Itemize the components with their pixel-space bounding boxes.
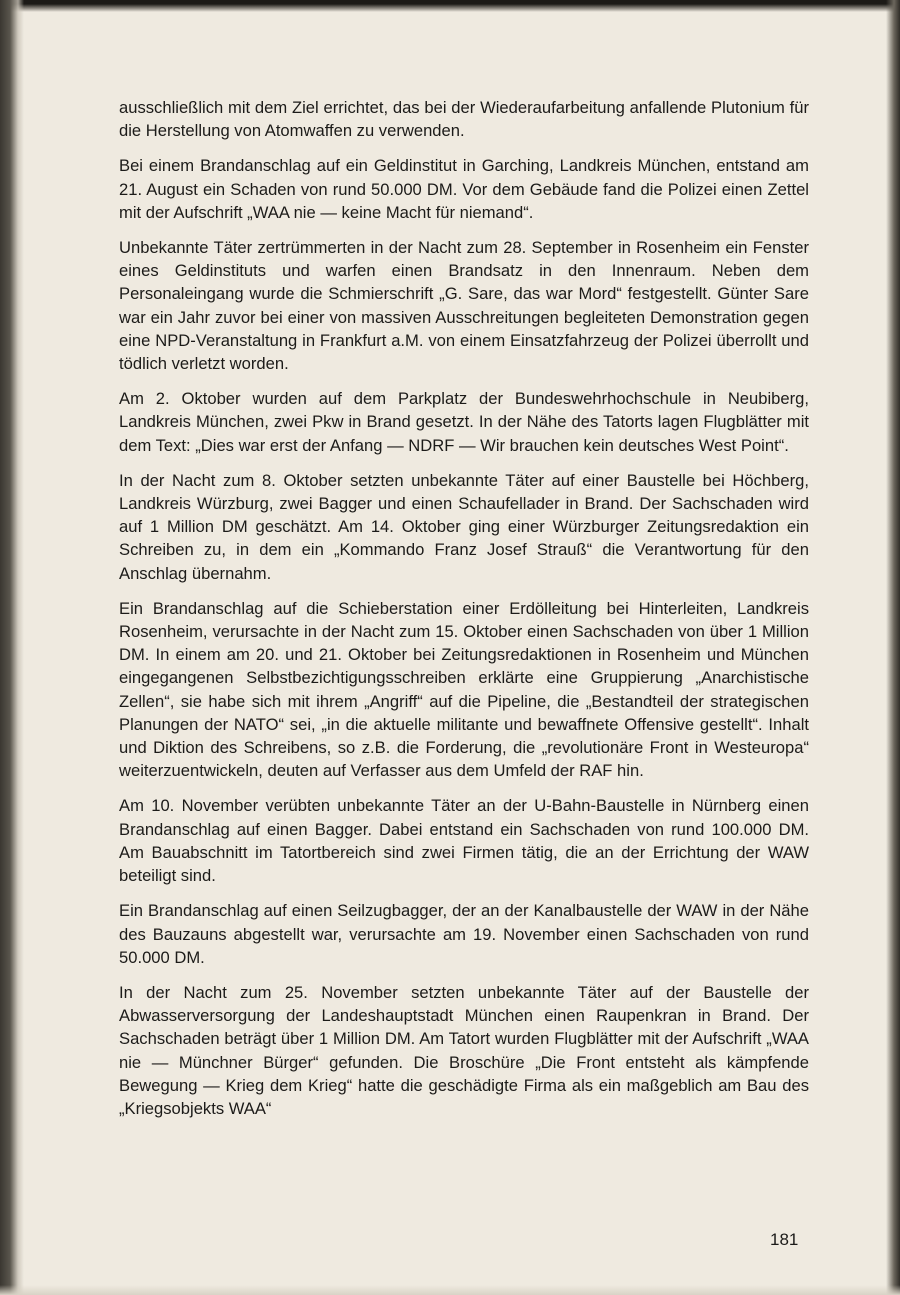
paragraph: Ein Brandanschlag auf einen Seilzugbagger, der an der Kanalbaustelle der WAW in der Nähe des Bauzauns abgestellt war, verursachte am 19. November einen Sachschaden von rund 50.000 DM.: [119, 901, 809, 967]
paragraph: Bei einem Brandanschlag auf ein Geldinstitut in Garching, Landkreis München, entstand am 21. August ein Schaden von rund 50.000 DM. Vor dem Gebäude fand die Polizei einen Zettel mit der Aufschrift „WAA nie — keine Macht für niemand“.: [119, 156, 809, 222]
paragraph: Am 2. Oktober wurden auf dem Parkplatz der Bundeswehrhochschule in Neubiberg, Landkreis München, zwei Pkw in Brand gesetzt. In der Nähe des Tatorts lagen Flugblätter mit dem Text: „Dies war erst der Anfang — NDRF — Wir brauchen kein deutsches West Point“.: [119, 389, 809, 455]
scan-edge-left: [0, 0, 24, 1295]
page-number: 181: [770, 1230, 799, 1249]
scan-edge-top: [0, 0, 900, 12]
paragraph: ausschließlich mit dem Ziel errichtet, das bei der Wiederaufarbeitung anfallende Plutonium für die Herstellung von Atomwaffen zu verwenden.: [119, 98, 809, 141]
paragraph: Ein Brandanschlag auf die Schieberstation einer Erdölleitung bei Hinterleiten, Landkreis Rosenheim, verursachte in der Nacht zum 15. Oktober einen Sachschaden von über 1 Million DM. In einem am 20. und 21. Oktober bei Zeitungsredaktionen in Rosenheim und München eingegangenen Selbstbezichtigungsschreiben erklärte eine Gruppierung „Anarchistische Zellen“, sie habe sich mit ihrem „Angriff“ auf die Pipeline, die „Bestandteil der strategischen Planungen der NATO“ sei, „in die aktuelle militante und bewaffnete Offensive gestellt“. Inhalt und Diktion des Schreibens, so z.B. die Forderung, die „revolutionäre Front in Westeuropa“ weiterzuentwickeln, deuten auf Verfasser aus dem Umfeld der RAF hin.: [119, 598, 809, 781]
paragraph: Am 10. November verübten unbekannte Täter an der U-Bahn-Baustelle in Nürnberg einen Brandanschlag auf einen Bagger. Dabei entstand ein Sachschaden von rund 100.000 DM. Am Bauabschnitt im Tatortbereich sind zwei Firmen tätig, die an der Errichtung der WAW beteiligt sind.: [119, 796, 809, 886]
paragraph: In der Nacht zum 8. Oktober setzten unbekannte Täter auf einer Baustelle bei Höchberg, Landkreis Würzburg, zwei Bagger und einen Schaufellader in Brand. Der Sachschaden wird auf 1 Million DM geschätzt. Am 14. Oktober ging einer Würzburger Zeitungsredaktion ein Schreiben zu, in dem ein „Kommando Franz Josef Strauß“ die Verantwortung für den Anschlag übernahm.: [119, 470, 809, 583]
scan-edge-bottom: [0, 1285, 900, 1295]
scan-edge-right: [886, 0, 900, 1295]
paragraph: Unbekannte Täter zertrümmerten in der Nacht zum 28. September in Rosenheim ein Fenster eines Geldinstituts und warfen einen Brandsatz in den Innenraum. Neben dem Personaleingang wurde die Schmierschrift „G. Sare, das war Mord“ festgestellt. Günter Sare war ein Jahr zuvor bei einer von massiven Ausschreitungen begleiteten Demonstration gegen eine NPD-Veranstaltung in Frankfurt a.M. von einem Einsatzfahrzeug der Polizei überrollt und tödlich verletzt worden.: [119, 238, 809, 374]
paragraph: In der Nacht zum 25. November setzten unbekannte Täter auf der Baustelle der Abwasserversorgung der Landeshauptstadt München einen Raupenkran in Brand. Der Sachschaden beträgt über 1 Million DM. Am Tatort wurden Flugblätter mit der Aufschrift „WAA nie — Münchner Bürger“ gefunden. Die Broschüre „Die Front entsteht als kämpfende Bewegung — Krieg dem Krieg“ hatte die geschädigte Firma als ein maßgeblich am Bau des „Kriegsobjekts WAA“: [119, 982, 809, 1118]
body-text: [119, 96, 809, 1132]
